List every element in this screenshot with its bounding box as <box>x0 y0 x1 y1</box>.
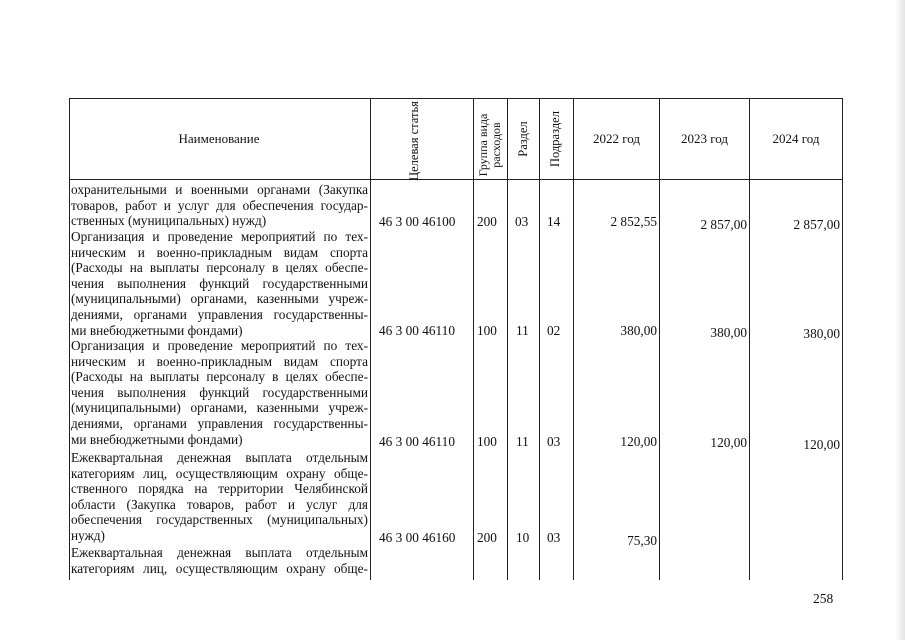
column-border <box>842 98 843 580</box>
cell-2022: 75,30 <box>627 533 657 548</box>
table-row-name: охранительными и военными органами (Закупка товаров, работ и услуг для обеспечения государ- ственных (муниципальных) нужд) <box>71 182 368 229</box>
cell-section: 11 <box>516 434 529 449</box>
column-border <box>69 98 70 580</box>
cell-group: 100 <box>477 323 497 338</box>
budget-table <box>69 98 843 580</box>
cell-2022: 2 852,55 <box>610 214 657 229</box>
cell-target: 46 3 00 46110 <box>379 323 455 338</box>
table-row-name: Организация и проведение мероприятий по тех- ническим и военно-прикладным видам спорта (Расходы на выплаты персоналу в целях обеспе- чения выполнения функций государственными (муниципальными) органами, казенными учреж- дениями, органами управления государственны- ми внебюджетными фондами) <box>71 229 368 338</box>
table-row-name: Ежеквартальная денежная выплата отдельным категориям лиц, осуществляющим охрану обще- ственного порядка на территории Челябинской области (Закупка товаров, работ и услуг для обеспечения государственных (муниципальных) нужд) <box>71 450 368 543</box>
cell-section: 03 <box>515 214 529 229</box>
header-expense-group: Группа вида расходов <box>476 113 503 177</box>
cell-target: 46 3 00 46100 <box>379 214 456 229</box>
cell-2024: 120,00 <box>803 437 840 452</box>
header-year-2022: 2022 год <box>593 131 640 146</box>
cell-2024: 380,00 <box>803 326 840 341</box>
table-row-name: Организация и проведение мероприятий по тех- ническим и военно-прикладным видам спорта (Расходы на выплаты персоналу в целях обеспе- чения выполнения функций государственными (муниципальными) органами, казенными учреж- дениями, органами управления государственны- ми внебюджетными фондами) <box>71 338 368 447</box>
header-year-2023: 2023 год <box>681 131 728 146</box>
header-target: Целевая статья <box>407 101 421 181</box>
cell-2022: 380,00 <box>620 323 657 338</box>
column-border <box>539 98 540 580</box>
table-row-name: Ежеквартальная денежная выплата отдельным категориям лиц, осуществляющим охрану обще- <box>71 545 368 576</box>
header-year-2024: 2024 год <box>772 131 820 146</box>
cell-subsection: 03 <box>547 530 561 545</box>
cell-target: 46 3 00 46160 <box>379 530 456 545</box>
cell-group: 200 <box>477 530 497 545</box>
page-edge-shadow <box>895 0 905 640</box>
page-number: 258 <box>813 591 834 606</box>
cell-group: 200 <box>477 214 497 229</box>
header-name: Наименование <box>178 131 260 146</box>
cell-2024: 2 857,00 <box>793 217 840 232</box>
cell-group: 100 <box>477 434 497 449</box>
cell-2023: 2 857,00 <box>700 217 747 232</box>
cell-2023: 120,00 <box>710 435 747 450</box>
cell-section: 10 <box>516 530 530 545</box>
header-section: Раздел <box>516 121 530 157</box>
column-border <box>573 98 574 580</box>
cell-subsection: 03 <box>547 434 561 449</box>
cell-2022: 120,00 <box>620 434 657 449</box>
cell-subsection: 14 <box>547 214 561 229</box>
cell-subsection: 02 <box>547 323 561 338</box>
cell-2023: 380,00 <box>710 325 747 340</box>
cell-section: 11 <box>516 323 529 338</box>
cell-target: 46 3 00 46110 <box>379 434 455 449</box>
column-border <box>370 98 371 580</box>
column-border <box>507 98 508 580</box>
column-border <box>473 98 474 580</box>
header-subsection: Подраздел <box>548 111 562 167</box>
